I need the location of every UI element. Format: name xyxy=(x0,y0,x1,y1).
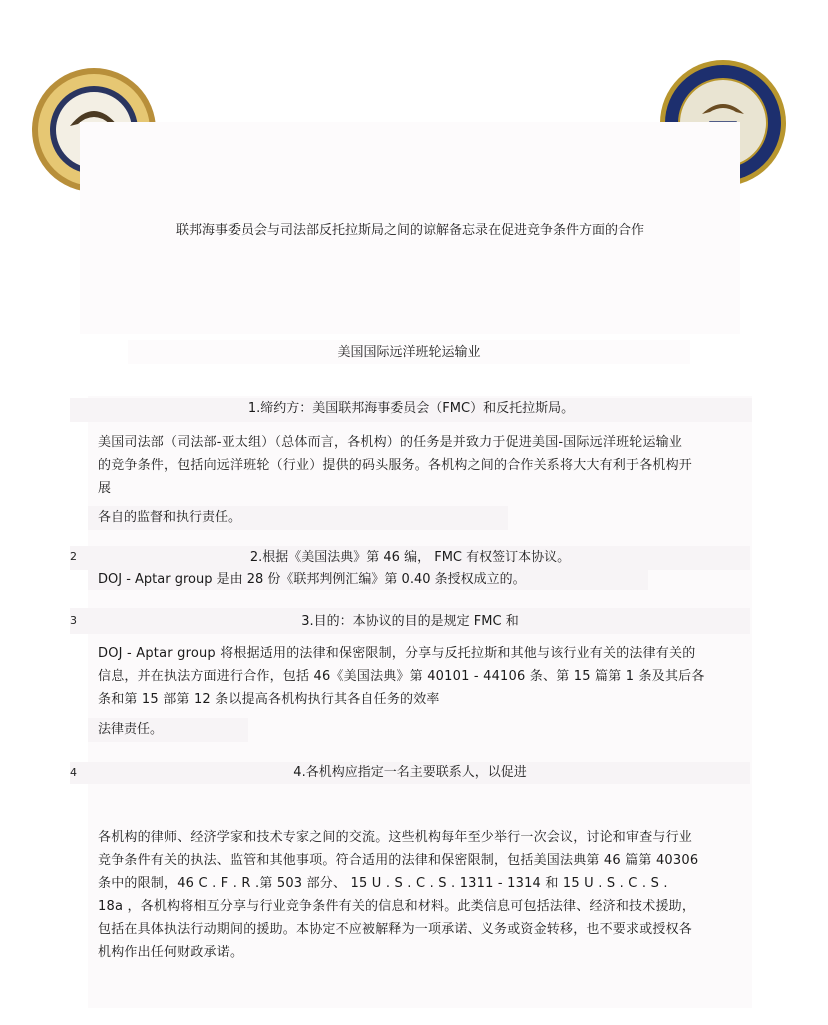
paragraph-line: 美国司法部（司法部-亚太组）（总体而言，各机构）的任务是并致力于促进美国-国际远洋班轮运输业 xyxy=(98,435,683,450)
paragraph-line: 的竞争条件，包括向远洋班轮（行业）提供的码头服务。各机构之间的合作关系将大大有利于各机构开 xyxy=(98,458,693,473)
section-1-paragraph xyxy=(98,431,748,500)
section-3-paragraph xyxy=(98,642,748,711)
document-title: 联邦海事委员会与司法部反托拉斯局之间的谅解备忘录在促进竞争条件方面的合作 xyxy=(175,223,644,238)
gutter-number: 4 xyxy=(70,766,77,779)
section-2-heading: 2.根据《美国法典》第 46 编， FMC 有权签订本协议。 xyxy=(249,550,571,565)
section-3-heading: 3.目的：本协议的目的是规定 FMC 和 xyxy=(301,614,519,629)
section-1-heading: 1.缔约方：美国联邦海事委员会（FMC）和反托拉斯局。 xyxy=(247,401,575,416)
gutter-number: 3 xyxy=(70,614,77,627)
gutter-number: 2 xyxy=(70,550,77,563)
section-4-paragraph xyxy=(98,826,748,964)
document-subtitle: 美国国际远洋班轮运输业 xyxy=(337,345,481,360)
section-4-heading: 4.各机构应指定一名主要联系人，以促进 xyxy=(293,765,527,780)
paragraph-line: 包括在具体执法行动期间的援助。本协定不应被解释为一项承诺、义务或资金转移，也不要求或授权各 xyxy=(98,922,693,937)
section-3-tail: 法律责任。 xyxy=(98,722,164,737)
paragraph-line: 展 xyxy=(98,481,112,496)
paragraph-line: 条中的限制，46 C . F . R .第 503 部分、 15 U . S . C . S . 1311 - 1314 和 15 U . S . C . S . xyxy=(98,876,668,891)
section-1-tail: 各自的监督和执行责任。 xyxy=(98,510,242,525)
paragraph-line: 条和第 15 部第 12 条以提高各机构执行其各自任务的效率 xyxy=(98,692,440,707)
paragraph-line: 18a ，各机构将相互分享与行业竞争条件有关的信息和材料。此类信息可包括法律、经济和技术援助， xyxy=(98,899,696,914)
paragraph-line: 信息，并在执法方面进行合作，包括 46《美国法典》第 40101 - 44106 条、第 15 篇第 1 条及其后各 xyxy=(98,669,705,684)
paragraph-line: 机构作出任何财政承诺。 xyxy=(98,945,244,960)
paragraph-line: 竞争条件有关的执法、监管和其他事项。符合适用的法律和保密限制，包括美国法典第 46 篇第 40306 xyxy=(98,853,699,868)
paragraph-line: 各机构的律师、经济学家和技术专家之间的交流。这些机构每年至少举行一次会议，讨论和审查与行业 xyxy=(98,830,693,845)
section-2-line: DOJ - Aptar group 是由 28 份《联邦判例汇编》第 0.40 条授权成立的。 xyxy=(98,572,526,587)
paragraph-line: DOJ - Aptar group 将根据适用的法律和保密限制，分享与反托拉斯和其他与该行业有关的法律有关的 xyxy=(98,646,696,661)
